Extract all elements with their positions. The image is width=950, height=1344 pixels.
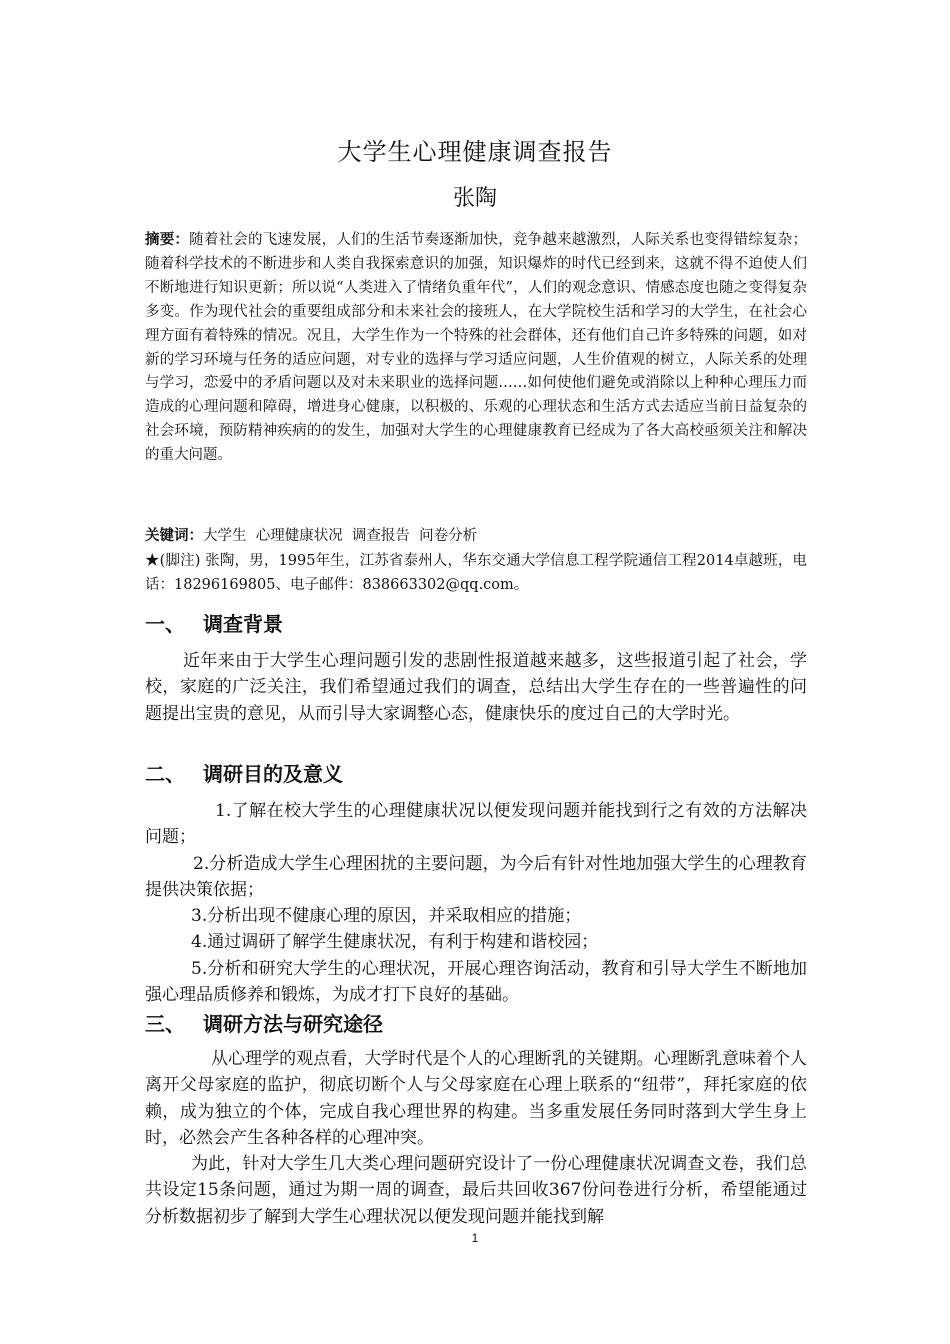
author-footnote: ★(脚注) 张陶，男，1995年生，江苏省泰州人，华东交通大学信息工程学院通信工程2014卓越班，电话：18296169805、电子邮件：838663302@qq.com。: [145, 553, 807, 593]
paragraph: 从心理学的观点看，大学时代是个人的心理断乳的关键期。心理断乳意味着个人离开父母家庭的监护，彻底切断个人与父母家庭在心理上联系的“纽带”，拜托家庭的依赖，成为独立的个体，完成自我心理世界的构建。当多重发展任务同时落到大学生身上时，必然会产生各种各样的心理冲突。: [145, 1049, 807, 1148]
paragraph: 近年来由于大学生心理问题引发的悲剧性报道越来越多，这些报道引起了社会，学校，家庭的广泛关注，我们希望通过我们的调查，总结出大学生存在的一些普遍性的问题提出宝贵的意见，从而引导大家调整心态，健康快乐的度过自己的大学时光。: [145, 651, 807, 724]
abstract: [145, 228, 807, 468]
section-body-background: [145, 648, 807, 727]
section-number: 二、: [145, 762, 185, 786]
section-body-purpose: [145, 798, 807, 1008]
list-item: 3.分析出现不健康心理的原因，并采取相应的措施；: [191, 906, 582, 927]
section-title: 调研方法与研究途径: [203, 1012, 383, 1036]
section-heading-methods: [145, 1010, 807, 1038]
paragraph: 为此，针对大学生几大类心理问题研究设计了一份心理健康状况调查文卷，我们总共设定15条问题，通过为期一周的调查，最后共回收367份问卷进行分析，希望能通过分析数据初步了解到大学生心理状况以便发现问题并能找到解: [145, 1154, 807, 1227]
keywords-label: 关键词：: [145, 527, 203, 544]
keywords-text: 大学生 心理健康状况 调查报告 问卷分析: [203, 528, 478, 544]
page-number: 1: [471, 1231, 479, 1245]
list-item: 1.了解在校大学生的心理健康状况以便发现问题并能找到行之有效的方法解决问题；: [145, 801, 807, 848]
section-heading-background: [145, 610, 807, 638]
abstract-label: 摘要：: [145, 231, 190, 248]
document-title: 大学生心理健康调查报告: [337, 138, 613, 166]
list-item: 5.分析和研究大学生的心理状况，开展心理咨询活动，教育和引导大学生不断地加强心理品质修养和锻炼，为成才打下良好的基础。: [145, 958, 807, 1006]
section-title: 调查背景: [203, 612, 283, 636]
section-number: 三、: [145, 1012, 185, 1036]
abstract-text: 随着社会的飞速发展，人们的生活节奏逐渐加快，竞争越来越激烈，人际关系也变得错综复杂；随着科学技术的不断进步和人类自我探索意识的加强，知识爆炸的时代已经到来，这就不得不迫使人们不断地进行知识更新；所以说“人类进入了情绪负重年代”，人们的观念意识、情感态度也随之变得复杂多变。作为现代社会的重要组成部分和未来社会的接班人，在大学院校生活和学习的大学生，在社会心理方面有着特殊的情况。况且，大学生作为一个特殊的社会群体，还有他们自己许多特殊的问题，如对新的学习环境与任务的适应问题，对专业的选择与学习适应问题，人生价值观的树立，人际关系的处理与学习，恋爱中的矛盾问题以及对未来职业的选择问题……如何使他们避免或消除以上种种心理压力而造成的心理问题和障碍，增进身心健康，以积极的、乐观的心理状态和生活方式去适应当前日益复杂的社会环境，预防精神疾病的的发生，加强对大学生的心理健康教育已经成为了各大高校亟须关注和解决的重大问题。: [145, 232, 808, 464]
section-heading-purpose: [145, 760, 807, 788]
list-item: 2.分析造成大学生心理困扰的主要问题，为今后有针对性地加强大学生的心理教育提供决策依据；: [145, 853, 807, 900]
keywords: [145, 524, 807, 548]
section-number: 一、: [145, 612, 185, 636]
section-title: 调研目的及意义: [203, 762, 343, 786]
author-name: 张陶: [452, 186, 497, 211]
section-body-methods: [145, 1046, 807, 1230]
list-item: 4.通过调研了解学生健康状况，有利于构建和谐校园；: [191, 932, 599, 953]
